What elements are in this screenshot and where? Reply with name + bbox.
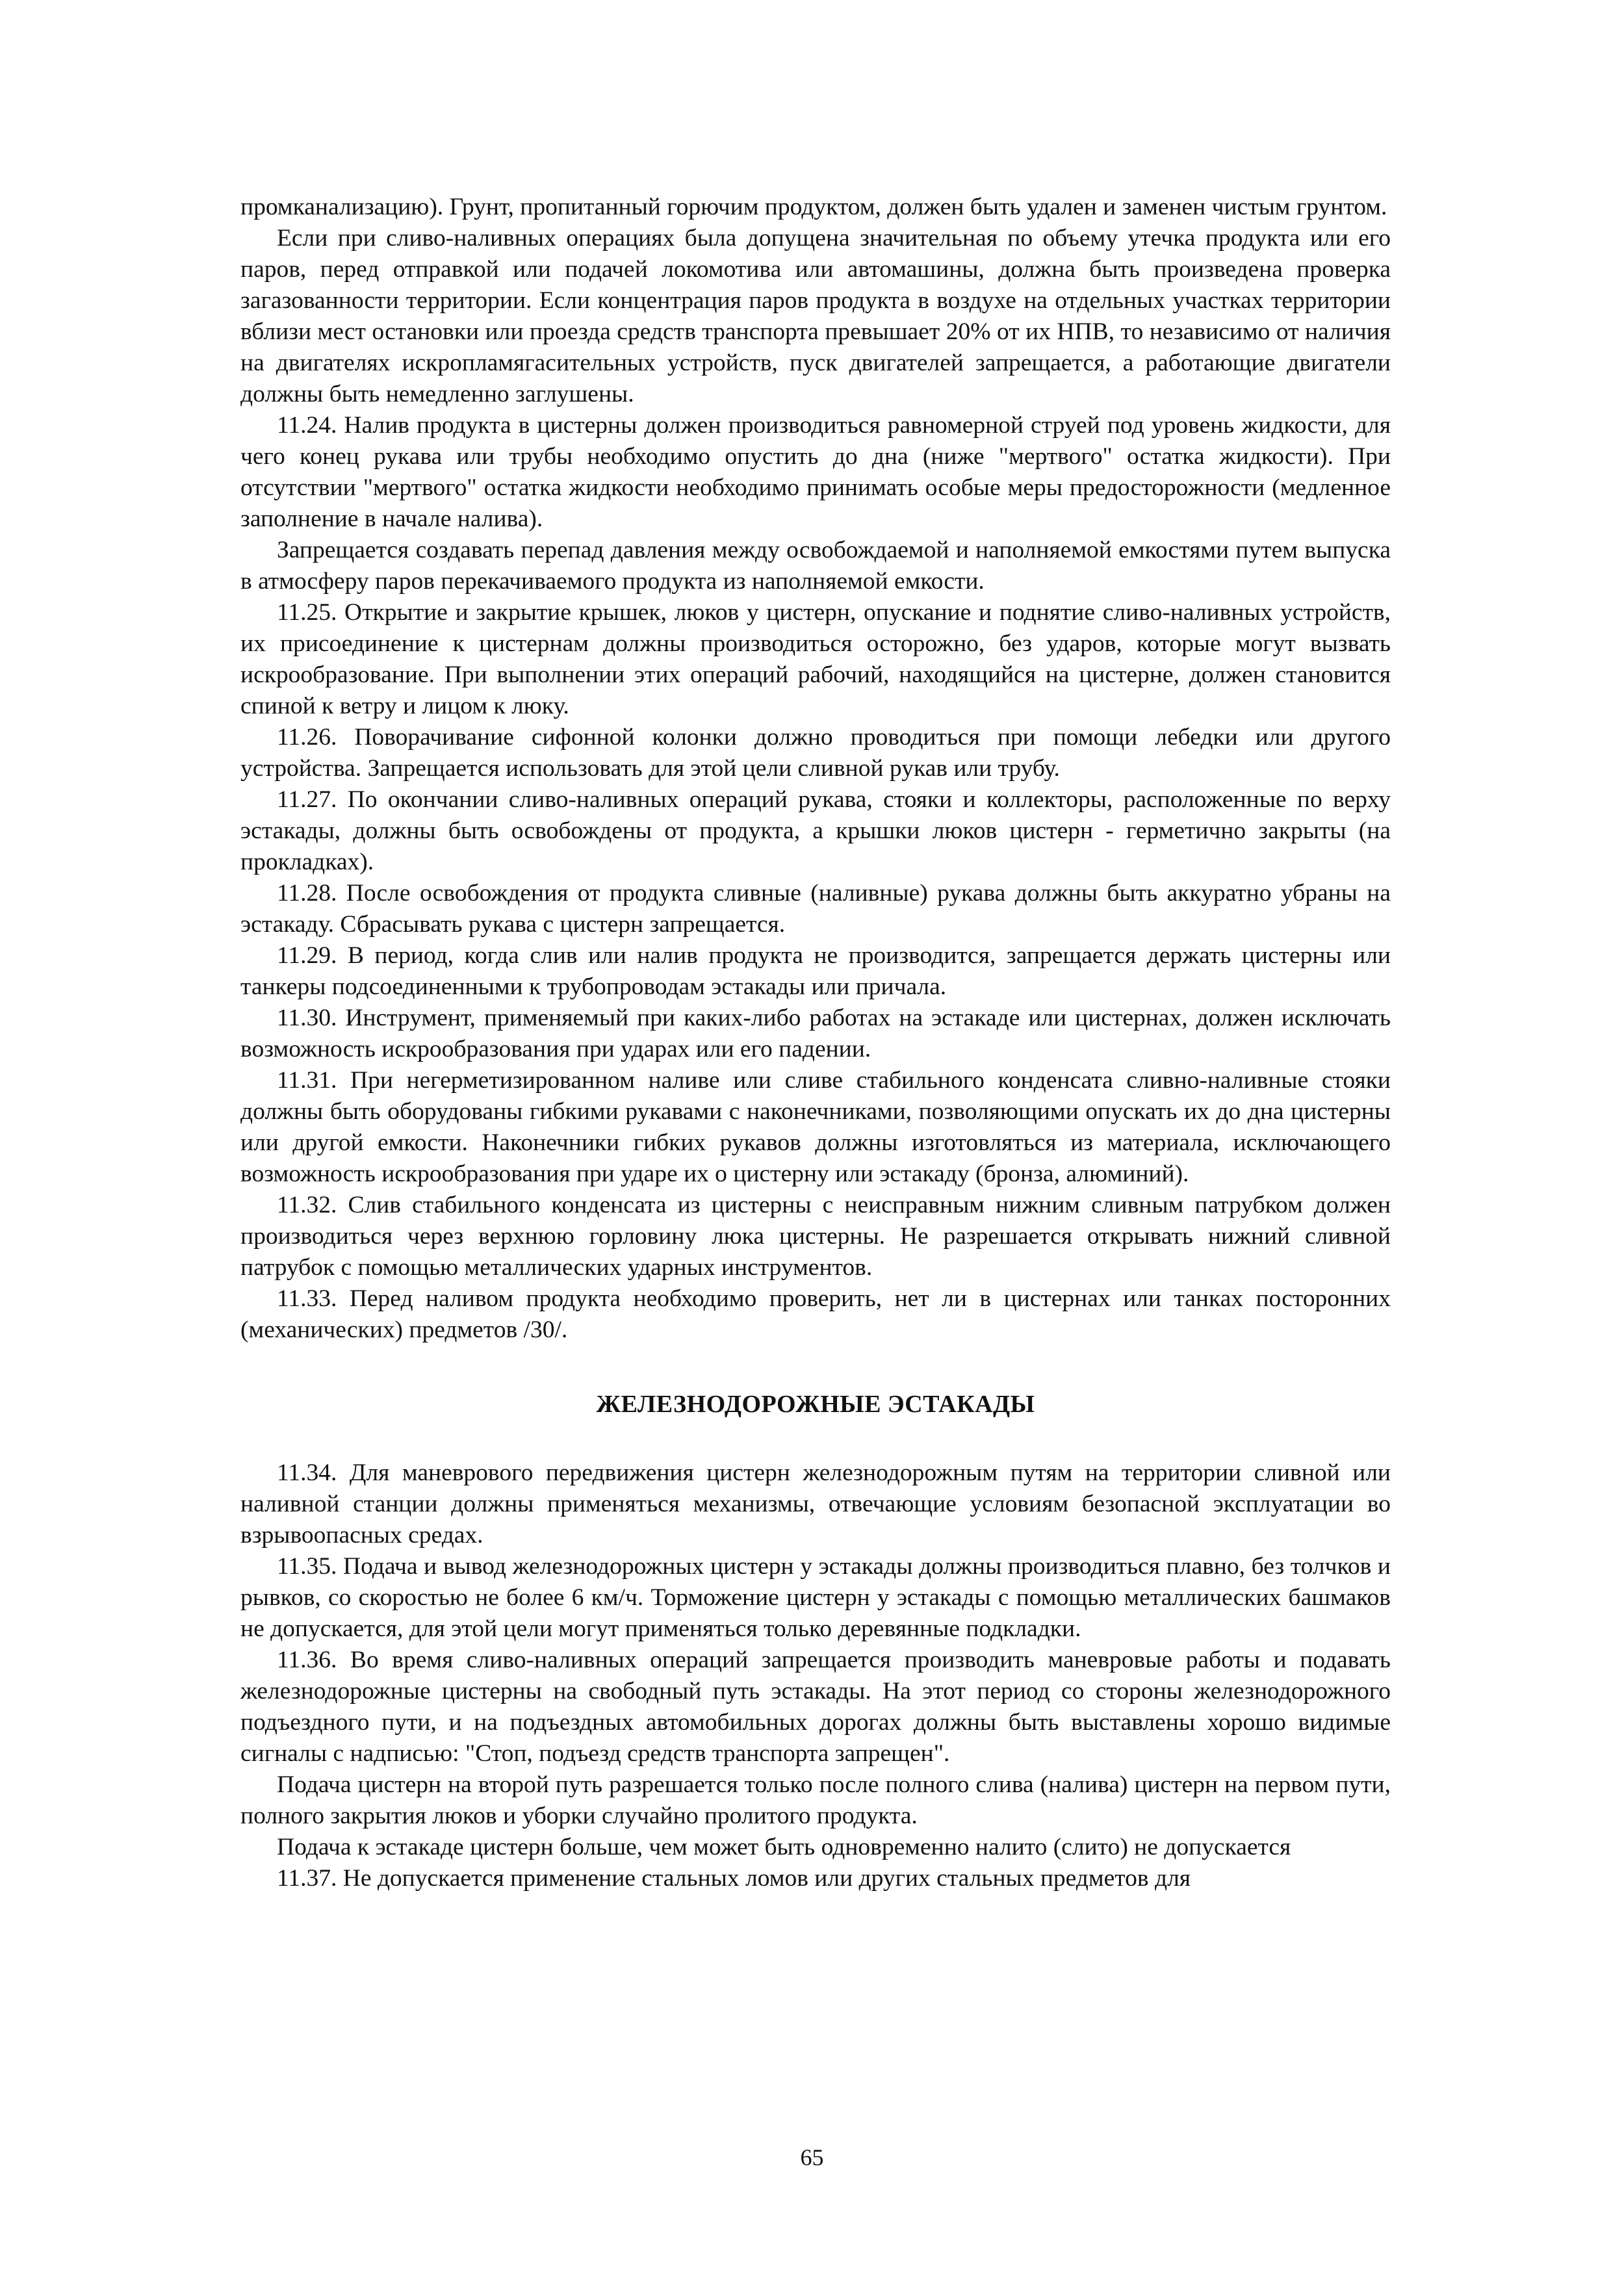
- paragraph-11-33: 11.33. Перед наливом продукта необходимо проверить, нет ли в цистернах или танках посторонних (механических) предметов /30/.: [240, 1285, 1391, 1343]
- paragraph-11-28: 11.28. После освобождения от продукта сливные (наливные) рукава должны быть аккуратно убраны на эстакаду. Сбрасывать рукава с цистерн запрещается.: [240, 880, 1391, 938]
- paragraph-pressure-drop: Запрещается создавать перепад давления между освобождаемой и наполняемой емкостями путем выпуска в атмосферу паров перекачиваемого продукта из наполняемой емкости.: [240, 537, 1391, 595]
- paragraph-11-30: 11.30. Инструмент, применяемый при каких-либо работах на эстакаде или цистернах, должен исключать возможность искрообразования при ударах или его падении.: [240, 1005, 1391, 1062]
- paragraph-leak-check: Если при сливо-наливных операциях была допущена значительная по объему утечка продукта или его паров, перед отправкой или подачей локомотива или автомашины, должна быть произведена проверка загазованности территории. Если концентрация паров продукта в воздухе на отдельных участках территории вблизи мест остановки или проезда средств транспорта превышает 20% от их НПВ, то независимо от наличия на двигателях искропламягасительных устройств, пуск двигателей запрещается, а работающие двигатели должны быть немедленно заглушены.: [240, 225, 1391, 407]
- paragraph-11-36: 11.36. Во время сливо-наливных операций запрещается производить маневровые работы и подавать железнодорожные цистерны на свободный путь эстакады. На этот период со стороны железнодорожного подъездного пути, и на подъездных автомобильных дорогах должны быть выставлены хорошо видимые сигналы с надписью: "Стоп, подъезд средств транспорта запрещен".: [240, 1647, 1391, 1767]
- page-number: 65: [800, 2144, 824, 2170]
- paragraph-11-34: 11.34. Для маневрового передвижения цистерн железнодорожным путям на территории сливной или наливной станции должны применяться механизмы, отвечающие условиям безопасной эксплуатации во взрывоопасных средах.: [240, 1459, 1391, 1549]
- paragraph-11-32: 11.32. Слив стабильного конденсата из цистерны с неисправным нижним сливным патрубком должен производиться через верхнюю горловину люка цистерны. Не разрешается открывать нижний сливной патрубок с помощью металлических ударных инструментов.: [240, 1192, 1391, 1281]
- paragraph-11-35: 11.35. Подача и вывод железнодорожных цистерн у эстакады должны производиться плавно, без толчков и рывков, со скоростью не более 6 км/ч. Торможение цистерн у эстакады с помощью металлических башмаков не допускается, для этой цели могут применяться только деревянные подкладки.: [240, 1553, 1391, 1642]
- page-body: [240, 192, 1391, 1894]
- paragraph-11-27: 11.27. По окончании сливо-наливных операций рукава, стояки и коллекторы, расположенные по верху эстакады, должны быть освобождены от продукта, а крышки люков цистерн - герметично закрыты (на прокладках).: [240, 786, 1391, 875]
- section-heading: ЖЕЛЕЗНОДОРОЖНЫЕ ЭСТАКАДЫ: [596, 1391, 1035, 1418]
- paragraph-second-track: Подача цистерн на второй путь разрешается только после полного слива (налива) цистерн на первом пути, полного закрытия люков и уборки случайно пролитого продукта.: [240, 1771, 1391, 1829]
- paragraph-11-24: 11.24. Налив продукта в цистерны должен производиться равномерной струей под уровень жидкости, для чего конец рукава или трубы необходимо опустить до дна (ниже "мертвого" остатка жидкости). При отсутствии "мертвого" остатка жидкости необходимо принимать особые меры предосторожности (медленное заполнение в начале налива).: [240, 412, 1391, 532]
- paragraph-11-31: 11.31. При негерметизированном наливе или сливе стабильного конденсата сливно-наливные стояки должны быть оборудованы гибкими рукавами с наконечниками, позволяющими опускать их до дна цистерны или другой емкости. Наконечники гибких рукавов должны изготовляться из материала, исключающего возможность искрообразования при ударе их о цистерну или эстакаду (бронза, алюминий).: [240, 1067, 1391, 1187]
- paragraph-11-26: 11.26. Поворачивание сифонной колонки должно проводиться при помощи лебедки или другого устройства. Запрещается использовать для этой цели сливной рукав или трубу.: [240, 724, 1391, 782]
- paragraph-11-37: 11.37. Не допускается применение стальных ломов или других стальных предметов для: [277, 1865, 1191, 1892]
- paragraph-tank-supply: Подача к эстакаде цистерн больше, чем может быть одновременно налито (слито) не допускается: [277, 1834, 1291, 1860]
- paragraph-continuation: промканализацию). Грунт, пропитанный горючим продуктом, должен быть удален и заменен чистым грунтом.: [240, 194, 1387, 220]
- paragraph-11-29: 11.29. В период, когда слив или налив продукта не производится, запрещается держать цистерны или танкеры подсоединенными к трубопроводам эстакады или причала.: [240, 942, 1391, 1000]
- paragraph-11-25: 11.25. Открытие и закрытие крышек, люков у цистерн, опускание и поднятие сливо-наливных устройств, их присоединение к цистернам должны производиться осторожно, без ударов, которые могут вызвать искрообразование. При выполнении этих операций рабочий, находящийся на цистерне, должен становится спиной к ветру и лицом к люку.: [240, 599, 1391, 719]
